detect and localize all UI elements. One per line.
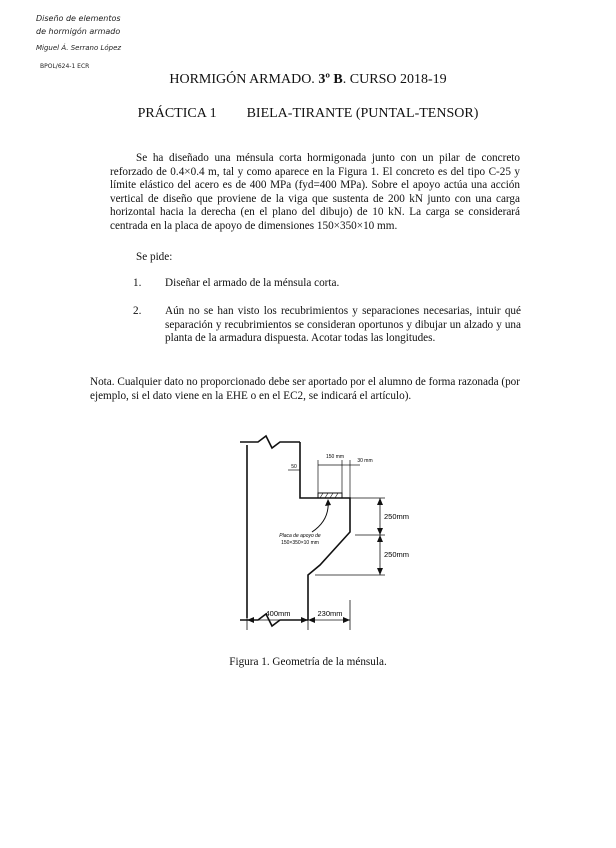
course-title-pre: HORMIGÓN ARMADO. [169, 72, 319, 87]
plate-label-line-1: Placa de apoyo de [279, 533, 321, 539]
dim-arrow-1 [377, 498, 383, 505]
dim-arrow-2 [377, 528, 383, 535]
plate-leader-arrowhead [325, 499, 331, 506]
corbel-outline [300, 442, 350, 620]
column-break-top [240, 436, 300, 448]
dim-30: 30 mm [357, 458, 373, 464]
handwritten-code: BPOL/624-1 ECR [40, 63, 90, 70]
dim-arrow-5 [247, 617, 254, 623]
practice-subtitle: BIELA-TIRANTE (PUNTAL-TENSOR) [246, 106, 479, 121]
dim-arrow-3 [377, 535, 383, 542]
dim-400: 400mm [265, 609, 291, 618]
se-pide-label: Se pide: [136, 251, 173, 263]
problem-statement: Se ha diseñado una ménsula corta hormigonada junto con un pilar de concreto reforzado de 0.4×0.4 m, tal y como aparece en la Figura 1. El concreto es del tipo C-25 y límite elástico del acero es de 400 MPa (fyd=400 MPa). Sobre el apoyo actúa una acción vertical de diseño que proviene de la viga que sustenta de 200 kN junto con una carga horizontal hacia la derecha (en el plano del dibujo) de 10 kN. La carga se considerará centrada en la placa de apoyo de dimensiones 150×350×10 mm. [110, 152, 520, 232]
handwritten-line-2: de hormigón armado [36, 27, 121, 36]
handwritten-line-1: Diseño de elementos [36, 14, 121, 23]
figure-caption: Figura 1. Geometría de la ménsula. [229, 656, 387, 668]
handwritten-line-3: Miguel Á. Serrano López [36, 44, 122, 52]
dim-50: 50 [291, 464, 297, 470]
plate-label-line-2: 150×350×10 mm [281, 540, 319, 546]
practice-number: PRÁCTICA 1 [137, 106, 217, 121]
list-item-2-number: 2. [133, 305, 142, 317]
dim-230: 230mm [317, 609, 343, 618]
list-item-2-text: Aún no se han visto los recubrimientos y separaciones necesarias, intuir qué separación y recubrimientos se consideran oportunos y dibujar un alzado y una planta de la armadura dispuesta. Acotar todas las longitudes. [165, 305, 521, 345]
dim-arrow-7 [308, 617, 315, 623]
dim-arrow-4 [377, 568, 383, 575]
dim-arrow-8 [343, 617, 350, 623]
course-title-post: . CURSO 2018-19 [342, 72, 447, 87]
dim-arrow-6 [301, 617, 308, 623]
dim-150: 150 mm [325, 454, 345, 460]
course-title-bold: 3º B [318, 72, 343, 87]
dim-250-bottom: 250mm [384, 550, 410, 559]
top-dimension-lines [288, 460, 360, 498]
list-item-1-number: 1. [133, 277, 142, 289]
dim-250-top: 250mm [384, 512, 410, 521]
list-item-1-text: Diseñar el armado de la ménsula corta. [165, 277, 340, 289]
note-paragraph: Nota. Cualquier dato no proporcionado debe ser aportado por el alumno de forma razonada (por ejemplo, si el dato viene en la EHE o en el EC2, se indicará el artículo). [90, 376, 520, 402]
